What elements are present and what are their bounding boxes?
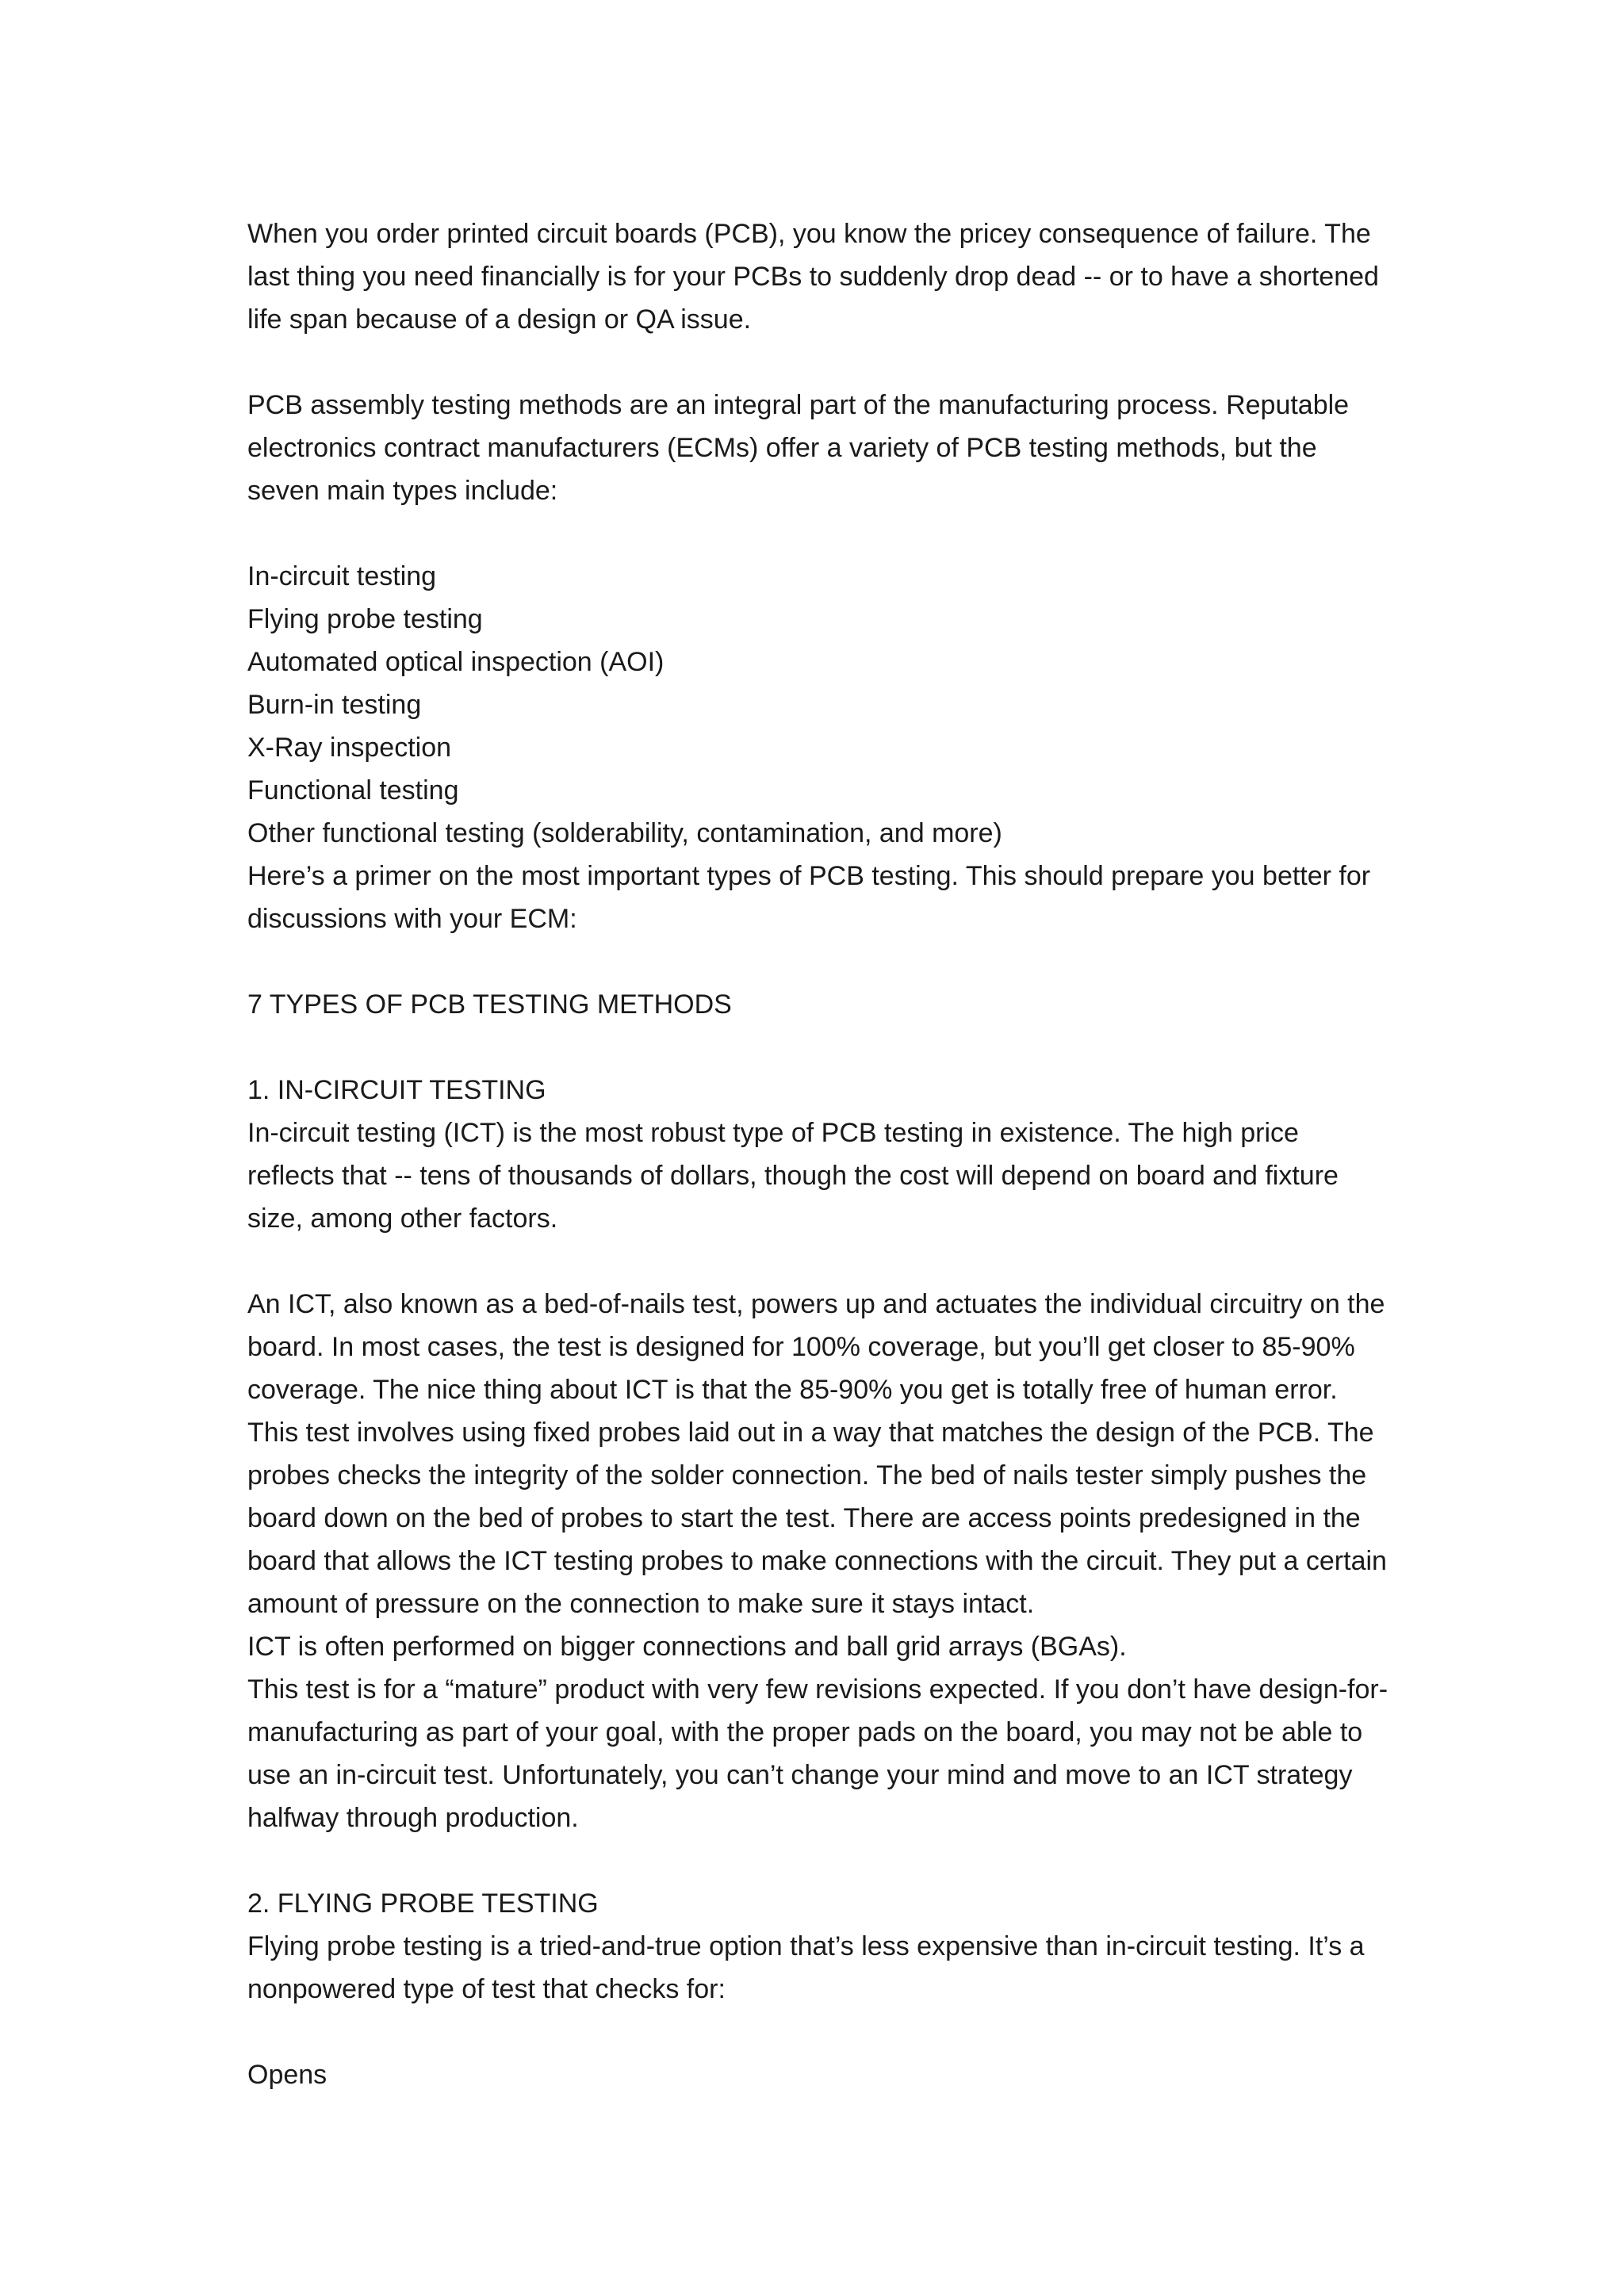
ict-heading: 1. IN-CIRCUIT TESTING [247,1075,546,1105]
list-item: In-circuit testing [247,561,437,591]
ict-paragraph-5: This test is for a “mature” product with very few revisions expected. If you don’t have design-for-manufacturing as part of your goal, with the proper pads on the board, you may not be able to use an in-circuit test. Unfortunately, you can’t change your mind and move to an ICT strategy halfway through production. [247,1674,1388,1833]
ict-paragraph-1: In-circuit testing (ICT) is the most robust type of PCB testing in existence. The high price reflects that -- tens of thousands of dollars, though the cost will depend on board and fixture size, among other factors. [247,1118,1339,1234]
intro-paragraph-1: When you order printed circuit boards (PCB), you know the pricey consequence of failure. The last thing you need financially is for your PCBs to suddenly drop dead -- or to have a shortened life span because of a design or QA issue. [247,219,1379,335]
paragraph-gap [247,1839,1389,1882]
primer-paragraph: Here’s a primer on the most important types of PCB testing. This should prepare you better for discussions with your ECM: [247,861,1371,934]
flying-probe-paragraph-1: Flying probe testing is a tried-and-true option that’s less expensive than in-circuit testing. It’s a nonpowered type of test that checks for: [247,1931,1365,2004]
list-item: X-Ray inspection [247,733,452,763]
list-item: Automated optical inspection (AOI) [247,647,665,677]
section-title: 7 TYPES OF PCB TESTING METHODS [247,989,732,1020]
list-item: Opens [247,2060,327,2090]
list-item: Functional testing [247,775,459,806]
paragraph-gap [247,2011,1389,2053]
ict-paragraph-2: An ICT, also known as a bed-of-nails test, powers up and actuates the individual circuitry on the board. In most cases, the test is designed for 100% coverage, but you’ll get closer to 85-90% coverage. The nice thing about ICT is that the 85-90% you get is totally free of human error. [247,1289,1385,1405]
paragraph-gap [247,1026,1389,1069]
intro-paragraph-2: PCB assembly testing methods are an integral part of the manufacturing process. Reputable electronics contract manufacturers (ECMs) offer a variety of PCB testing methods, but the seven main types include: [247,390,1350,506]
paragraph-gap [247,341,1389,384]
document-page [247,212,1389,2096]
paragraph-gap [247,1240,1389,1283]
flying-probe-heading: 2. FLYING PROBE TESTING [247,1888,599,1919]
list-item: Other functional testing (solderability, contamination, and more) [247,818,1002,848]
ict-paragraph-3: This test involves using fixed probes laid out in a way that matches the design of the PCB. The probes checks the integrity of the solder connection. The bed of nails tester simply pushes the board down on the bed of probes to start the test. There are access points predesigned in the board that allows the ICT testing probes to make connections with the circuit. They put a certain amount of pressure on the connection to make sure it stays intact. [247,1418,1387,1619]
paragraph-gap [247,940,1389,983]
paragraph-gap [247,512,1389,555]
list-item: Burn-in testing [247,690,422,720]
ict-paragraph-4: ICT is often performed on bigger connections and ball grid arrays (BGAs). [247,1632,1127,1662]
testing-types-list [247,555,1389,855]
list-item: Flying probe testing [247,604,483,634]
